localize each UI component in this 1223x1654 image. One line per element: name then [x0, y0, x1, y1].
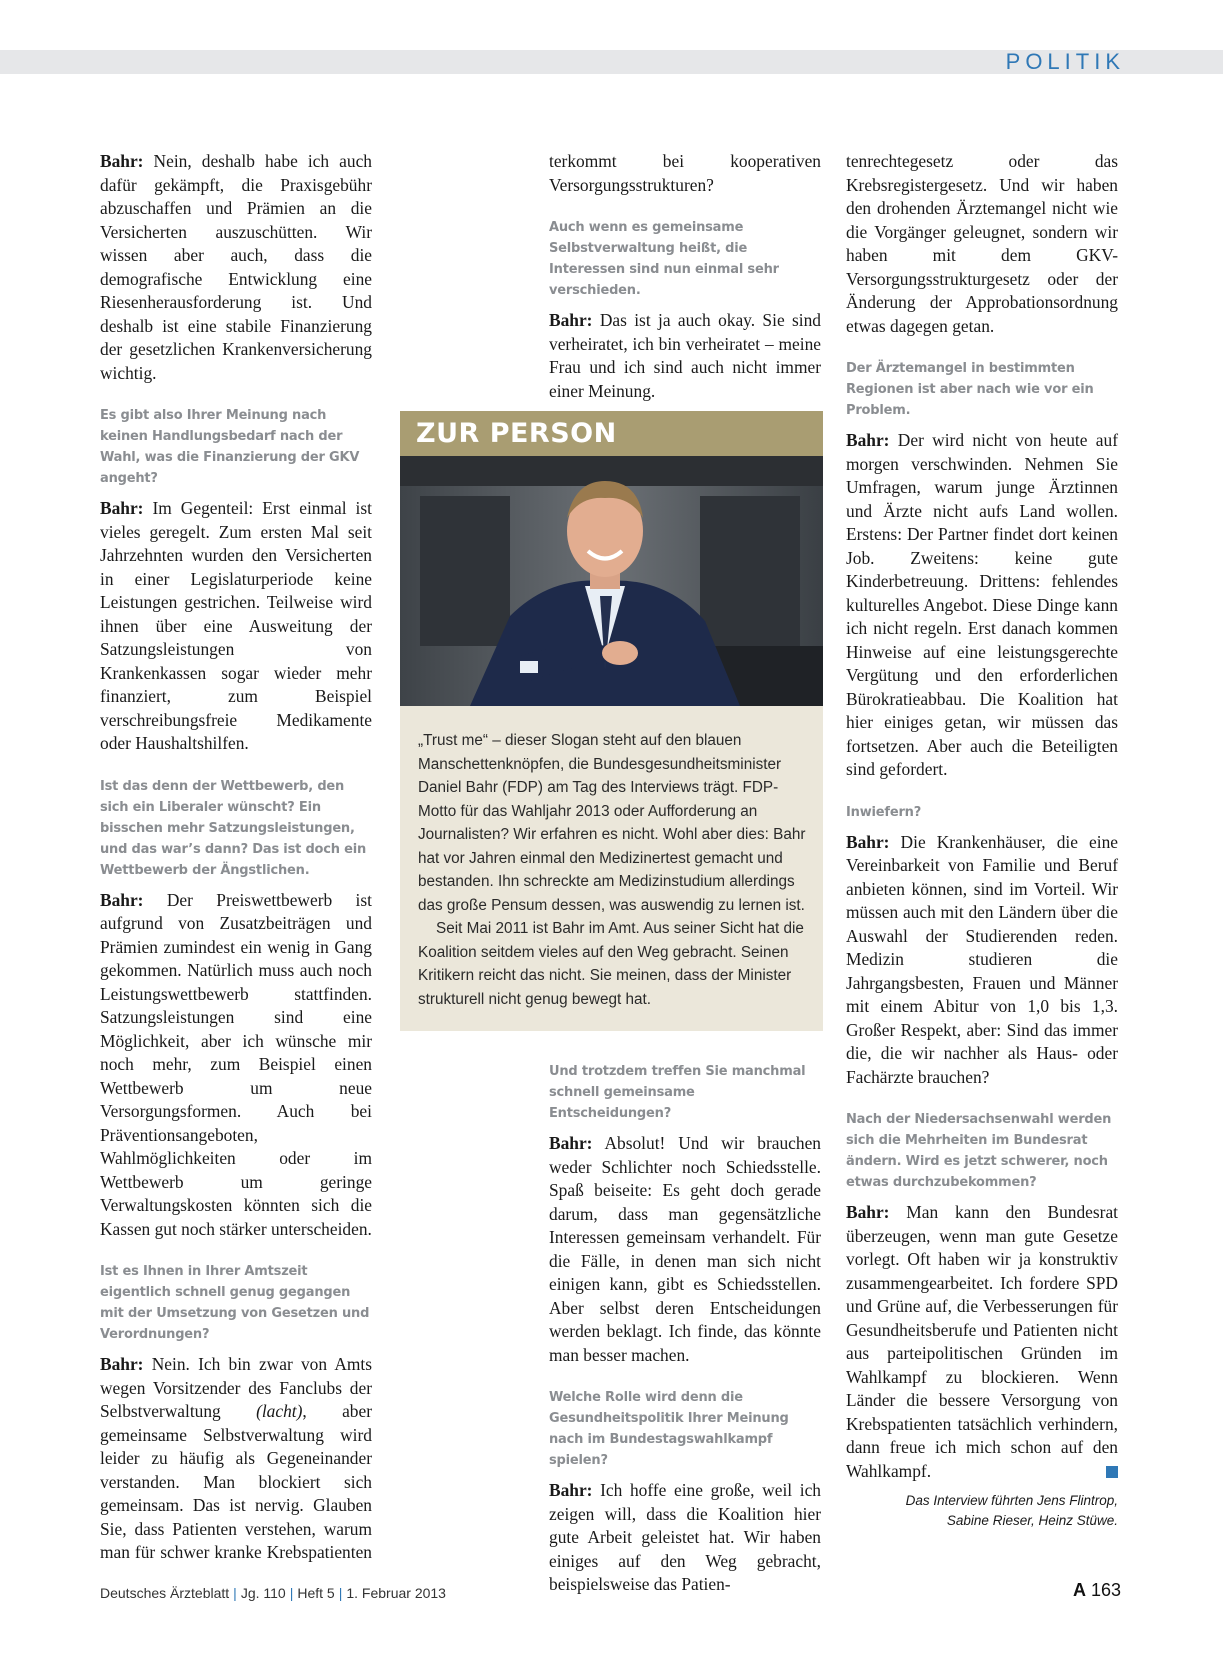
interview-question: Nach der Niedersachsenwahl werden sich die Mehrheiten im Bundesrat ändern. Wird es jetzt schwerer, noch etwas durchzubekommen?	[846, 1112, 1112, 1190]
interview-question: Ist das denn der Wettbewerb, den sich ein Liberaler wünscht? Ein bisschen mehr Satzungsleistungen, und das war’s dann? Das ist doch ein Wettbewerb der Ängstlichen.	[100, 778, 367, 878]
interview-question: Ist es Ihnen in Ihrer Amtszeit eigentlich schnell genug gegangen mit der Umsetzung von Gesetzen und Verordnungen?	[100, 1264, 370, 1342]
section-label: POLITIK	[1005, 49, 1125, 74]
answer-paragraph: Bahr: Absolut! Und wir brauchen weder Schlichter noch Schiedsstelle. Spaß beiseite: Es geht doch gerade darum, dass man gegensätzliche Interessen gemeinsam verhandelt. Für die Fälle, in denen man sich nicht einigen kann, gibt es Schiedsstellen. Aber selbst deren Entscheidungen werden beklagt. Ich finde, das könnte man besser machen.	[549, 1133, 821, 1365]
answer-paragraph: Bahr: Nein. Ich bin zwar von Amts wegen Vorsitzender des Fanclubs der Selbstverwaltung (lacht), aber gemeinsame Selbstverwaltung wird leider zu häufig als Gegeneinander verstanden. Man blockiert sich gemeinsam. Das ist nervig. Glauben Sie, dass Patienten verstehen, warum man für schwer kranke Krebspatienten	[100, 1354, 372, 1562]
page-number: A 163	[1072, 1580, 1121, 1600]
answer-paragraph: Bahr: Der wird nicht von heute auf morgen verschwinden. Nehmen Sie Umfragen, warum junge Ärztinnen und Ärzte nicht aufs Land wollen. Erstens: Der Partner findet dort keinen Job. Zweitens: keine gute Kinderbetreuung. Drittens: fehlendes kulturelles Angebot. Diese Dinge kann ich nicht regeln. Erst danach kommen Hinweise auf eine leistungsgerechte Vergütung und den erforderlichen Bürokratieabbau. Die Koalition hat hier einiges getan, wir müssen das fortsetzen. Aber auch die Beteiligten sind gefordert.	[846, 430, 1118, 779]
column-1	[100, 150, 372, 1564]
answer-paragraph-continued: tenrechtegesetz oder das Krebsregistergesetz. Und wir haben den drohenden Ärztemangel nicht wie die Vorgänger geleugnet, sondern wir haben mit dem GKV-Versorgungsstrukturgesetz oder der Änderung der Approbationsordnung etwas dagegen getan.	[846, 151, 1118, 336]
interview-question: Auch wenn es gemeinsame Selbstverwaltung heißt, die Interessen sind nun einmal sehr verschieden.	[549, 220, 779, 298]
answer-paragraph: Bahr: Ich hoffe eine große, weil ich zeigen will, dass die Koalition hier gute Arbeit geleistet hat. Wir haben einiges auf den Weg gebracht, beispielsweise das Patien-	[549, 1480, 821, 1594]
issue: Heft 5	[297, 1585, 335, 1601]
interview-credit: Das Interview führten Jens Flintrop, Sabine Rieser, Heinz Stüwe.	[905, 1493, 1118, 1528]
zur-person-box	[400, 411, 823, 1031]
answer-paragraph: Bahr: Das ist ja auch okay. Sie sind verheiratet, ich bin verheiratet – meine Frau und ich sind auch nicht immer einer Meinung.	[549, 310, 821, 401]
column-3	[846, 150, 1118, 1531]
answer-paragraph: Bahr: Man kann den Bundesrat überzeugen, wenn man gute Gesetze vorlegt. Oft haben wir ja konstruktiv zusammengearbeitet. Ich fordere SPD und Grüne auf, die Verbesserungen für Gesundheitsberufe und Patienten nicht aus parteipolitischen Gründen im Wahlkampf zu blockieren. Wenn Länder die bessere Versorgung von Krebspatienten tatsächlich verhindern, dann freue ich mich schon auf den Wahlkampf.	[846, 1202, 1118, 1481]
interview-question: Inwiefern?	[846, 804, 922, 820]
box-paragraph: Seit Mai 2011 ist Bahr im Amt. Aus seiner Sicht hat die Koalition seitdem vieles auf den Weg gebracht. Seinen Kritikern reicht das nicht. Sie meinen, dass der Minister strukturell nicht genug bewegt hat.	[418, 920, 804, 1008]
interview-question: Und trotzdem treffen Sie manchmal schnell gemeinsame Entscheidungen?	[549, 1064, 806, 1121]
answer-paragraph: Bahr: Nein, deshalb habe ich auch dafür gekämpft, die Praxisgebühr abzuschaffen und Prämien an die Versicherten auszuschütten. Wir wissen aber auch, dass die demografische Entwicklung eine Riesenherausforderung ist. Und deshalb ist eine stabile Finanzierung der gesetzlichen Krankenversicherung wichtig.	[100, 151, 372, 383]
journal-name: Deutsches Ärzteblatt	[100, 1585, 230, 1601]
volume: Jg. 110	[240, 1585, 286, 1601]
portrait-photo-icon	[400, 456, 823, 706]
box-paragraph: „Trust me“ – dieser Slogan steht auf den blauen Manschettenknöpfen, die Bundesgesundheitsminister Daniel Bahr (FDP) am Tag des Interviews trägt. FDP-Motto für das Wahljahr 2013 oder Aufforderung an Journalisten? Wir erfahren es nicht. Wohl aber dies: Bahr hat vor Jahren einmal den Medizinertest gemacht und bestanden. Ihn schreckte am Medizinstudium allerdings das große Pensum dessen, was auswendig zu lernen ist.	[418, 732, 806, 914]
answer-paragraph: Bahr: Der Preiswettbewerb ist aufgrund von Zusatzbeiträgen und Prämien zumindest ein wenig in Gang gekommen. Natürlich muss auch noch Leistungswettbewerb stattfinden. Satzungsleistungen sind eine Möglichkeit, aber ich wünsche mir noch mehr, zum Beispiel einen Wettbewerb um neue Versorgungsformen. Auch bei Präventionsangeboten, Wahlmöglichkeiten oder im Wettbewerb um geringe Verwaltungskosten könnten sich die Kassen gut noch stärker unterscheiden.	[100, 889, 372, 1239]
column-2-top	[549, 150, 821, 403]
interview-question: Welche Rolle wird denn die Gesundheitspolitik Ihrer Meinung nach im Bundestagswahlkampf spielen?	[549, 1390, 789, 1468]
box-title: ZUR PERSON	[400, 411, 823, 456]
answer-paragraph-continued: terkommt bei kooperativen Versorgungsstrukturen?	[549, 151, 821, 195]
interview-question: Es gibt also Ihrer Meinung nach keinen Handlungsbedarf nach der Wahl, was die Finanzierung der GKV angeht?	[100, 408, 360, 486]
answer-paragraph: Bahr: Im Gegenteil: Erst einmal ist vieles geregelt. Zum ersten Mal seit Jahrzehnten wurden den Versicherten in einer Legislaturperiode keine Leistungen gestrichen. Teilweise wird ihnen über eine Ausweitung der Satzungsleistungen von Krankenkassen sogar wieder mehr finanziert, zum Beispiel verschreibungsfreie Medikamente oder Haushaltshilfen.	[100, 498, 372, 753]
interview-question: Der Ärztemangel in bestimmten Regionen ist aber nach wie vor ein Problem.	[846, 361, 1094, 418]
issue-date: 1. Februar 2013	[346, 1585, 446, 1601]
column-2-bottom	[549, 1061, 821, 1597]
end-mark-icon	[1106, 1466, 1118, 1478]
box-text	[418, 729, 808, 1011]
answer-paragraph: Bahr: Die Krankenhäuser, die eine Vereinbarkeit von Familie und Beruf anbieten können, sind im Vorteil. Wir müssen auch mit den Ländern über die Auswahl der Studierenden reden. Medizin studieren die Jahrgangsbesten, Frauen und Männer mit einem Abitur von 1,0 bis 1,3. Großer Respekt, aber: Sind das immer die, die wir nachher als Haus- oder Fachärzte brauchen?	[846, 831, 1118, 1087]
footer-citation: Deutsches Ärzteblatt | Jg. 110 | Heft 5 | 1. Februar 2013	[100, 1585, 446, 1601]
